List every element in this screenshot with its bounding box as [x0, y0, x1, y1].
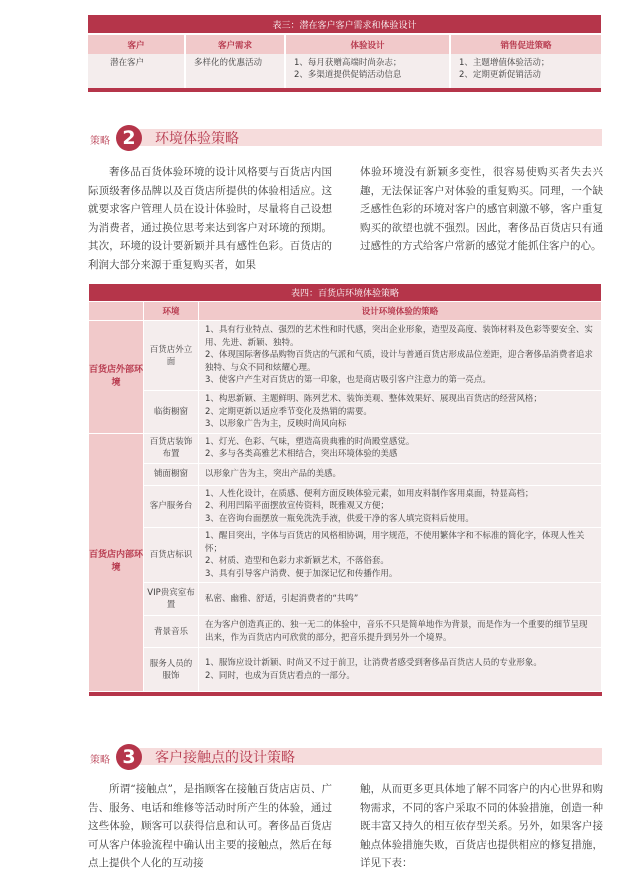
strategy-cell	[199, 616, 602, 648]
section-heading-touchpoints	[88, 744, 602, 770]
table-cell	[450, 54, 601, 88]
strategy-cell	[199, 583, 602, 616]
cell-line: 1、灯光、色彩、气味，塑造高贵典雅的时尚殿堂感觉。	[205, 436, 415, 447]
cell-line: 1、构思新颖、主题鲜明、陈列艺术、装饰美观、整体效果好、展现出百货店的经营风格；	[205, 394, 542, 404]
table-header: 销售促进策略	[450, 34, 601, 54]
table-caption: 表三：潜在客户客户需求和体验设计	[88, 15, 601, 34]
cell-line: 1、人性化设计，在质感、便利方面反映体验元素，如用皮料制作客用桌面，特显高档；	[205, 488, 534, 499]
cell-line: 1、主题增值体验活动；	[459, 58, 550, 68]
cell-line: 3、使客户产生对百货店的第一印象，也是商店吸引客户注意力的第一亮点。	[205, 375, 491, 386]
strategy-cell	[199, 433, 602, 463]
cell-line: 私密、幽雅、舒适，引起消费者的“共鸣”	[205, 593, 359, 604]
cell-line: 2、利用凹陷平面摆放宣传资料，既雅观又方便；	[205, 501, 389, 511]
paragraph-left: 奢侈品百货体验环境的设计风格要与百货店内国际顶级奢侈品牌以及百货店所提供的体验相适应。这就要求客户管理人员在设计体验时，尽量将自己设想为消费者，通过换位思考来达到客户对环境的预期。其次，环境的设计要新颖并具有感性色彩。百货店的利润大部分来源于重复购买者，如果	[88, 166, 332, 271]
cell-line: 2、体现国际奢侈品购物百货店的气派和气质，设计与普通百货店形成品位差距，迎合奢侈品消费者追求独特、与众不同和炫耀心理。	[205, 350, 593, 373]
category-cell: 百货店外立面	[144, 321, 199, 391]
group-label-interior: 百货店内部环境	[89, 433, 144, 692]
cell-line: 1、每月获赠高端时尚杂志；	[294, 58, 402, 68]
paragraph-right: 触，从而更多更具体地了解不同客户的内心世界和购物需求，不同的客户采取不同的体验措施，创造一种既丰富又持久的相互依存型关系。另外，如果客户接触点体验措施失败，百货店也提供相应的修复措施，详见下表：	[360, 783, 603, 870]
strategy-cell	[199, 463, 602, 485]
cell-line: 3、具有引导客户消费、便于加深记忆和传播作用。	[205, 568, 398, 579]
table-caption: 表四：百货店环境体验策略	[89, 284, 602, 302]
paragraph-left: 所谓“接触点”，是指顾客在接触百货店店员、广告、服务、电话和维修等活动时所产生的体验，通过这些体验，顾客可以获得信息和认可。奢侈品百货店可从客户体验流程中确认出主要的接触点，然后在每点上提供个人化的互动接	[88, 783, 332, 870]
table-cell: 多样化的优惠活动	[185, 54, 285, 88]
table-header: 设计环境体验的策略	[199, 302, 602, 321]
strategy-cell	[199, 321, 602, 391]
cell-line: 2、材质、造型和色彩力求新颖艺术，不落俗套。	[205, 556, 389, 566]
section-heading-environment	[88, 125, 602, 151]
cell-line: 2、多渠道提供促销活动信息	[294, 70, 402, 80]
cell-line: 以形象广告为主，突出产品的美感。	[205, 468, 342, 479]
group-label-exterior: 百货店外部环境	[89, 321, 144, 434]
table-header-blank	[89, 302, 144, 321]
strategy-cell	[199, 648, 602, 692]
strategy-label: 策略	[90, 136, 110, 147]
category-cell: 铺面橱窗	[144, 463, 199, 485]
category-cell: 百货店标识	[144, 528, 199, 583]
category-cell: 客户服务台	[144, 485, 199, 528]
table-cell: 潜在客户	[88, 54, 185, 88]
cell-line: 1、醒目突出，字体与百货店的风格相协调，用字规范，不使用繁体字和不标准的简化字，体现人性关怀；	[205, 531, 585, 554]
category-cell: 百货店装饰布置	[144, 433, 199, 463]
category-cell: 临街橱窗	[144, 391, 199, 434]
strategy-cell	[199, 485, 602, 528]
paragraph-right: 体验环境没有新颖多变性，很容易使购买者失去兴趣，无法保证客户对体验的重复购买。同理，一个缺乏感性色彩的环境对客户的感官刺激不够，客户重复购买的欲望也就不强烈。因此，奢侈品百货店只有通过感性的方式给客户常新的感觉才能抓住客户的心。	[360, 166, 603, 253]
strategy-cell	[199, 391, 602, 434]
table-environment-strategy	[88, 283, 602, 696]
table-header: 体验设计	[285, 34, 450, 54]
cell-line: 2、多与各类高雅艺术相结合，突出环境体验的美感	[205, 449, 398, 459]
table-header: 环境	[144, 302, 199, 321]
cell-line: 2、定期更新以适应季节变化及热销的需要。	[205, 406, 372, 417]
section-title: 环境体验策略	[155, 131, 239, 147]
table-header: 客户	[88, 34, 185, 54]
section-title: 客户接触点的设计策略	[155, 750, 295, 766]
section-number-badge: 2	[116, 125, 142, 151]
table-header: 客户需求	[185, 34, 285, 54]
table-cell	[285, 54, 450, 88]
strategy-cell	[199, 528, 602, 583]
cell-line: 1、具有行业特点、强烈的艺术性和时代感，突出企业形象，造型及高度、装饰材料及色彩等要安全、实用、先进、新颖、独特。	[205, 325, 593, 348]
category-cell: 背景音乐	[144, 616, 199, 648]
cell-line: 1、服饰应设计新颖、时尚又不过于前卫，让消费者感受到奢侈品百货店人员的专业形象。	[205, 658, 542, 668]
strategy-label: 策略	[90, 755, 110, 766]
category-cell: 服务人员的服饰	[144, 648, 199, 692]
cell-line: 3、在咨询台面摆放一瓶免洗洗手液，供爱干净的客人填完资料后使用。	[205, 513, 474, 524]
cell-line: 2、同时，也成为百货店看点的一部分。	[205, 670, 355, 681]
cell-line: 在为客户创造真正的、独一无二的体验中，音乐不只是简单地作为背景，而是作为一个重要的细节呈现出来，作为百货店内可欣赏的部分，把音乐提升到另外一个境界。	[205, 620, 588, 643]
section-number-badge: 3	[116, 744, 142, 770]
cell-line: 3、以形象广告为主，反映时尚风向标	[205, 419, 347, 429]
table-customer-needs	[88, 15, 601, 92]
category-cell: VIP贵宾室布置	[144, 583, 199, 616]
cell-line: 2、定期更新促销活动	[459, 70, 541, 80]
